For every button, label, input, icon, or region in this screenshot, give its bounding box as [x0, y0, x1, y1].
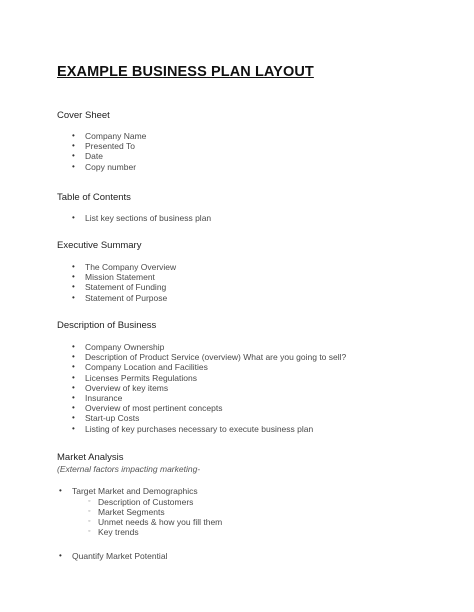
list-item: • Presented To	[72, 141, 135, 152]
list-item-label: Quantify Market Potential	[72, 550, 168, 561]
bullet-icon: •	[59, 550, 62, 560]
list-item: • Description of Product Service (overview) What are you going to sell?	[72, 352, 347, 363]
section-note: (External factors impacting marketing-	[57, 464, 201, 474]
list-item: • Copy number	[72, 161, 137, 172]
list-item: • Statement of Funding	[72, 282, 167, 293]
bullet-list	[57, 342, 457, 434]
section-description-of-business	[57, 320, 457, 434]
bullet-list	[57, 131, 457, 172]
section-cover-sheet	[57, 110, 457, 172]
bullet-icon: •	[72, 372, 75, 382]
list-item	[57, 486, 457, 497]
sub-list-item: ◦ Description of Customers	[88, 496, 194, 507]
list-item: • Listing of key purchases necessary to execute business plan	[72, 423, 314, 434]
bullet-icon: •	[72, 282, 75, 292]
sub-bullet-icon: ◦	[88, 527, 91, 535]
bullet-icon: •	[72, 393, 75, 403]
section-table-of-contents	[57, 192, 457, 223]
list-item: • Date	[72, 151, 103, 162]
list-item: • Start-up Costs	[72, 413, 140, 424]
bullet-list	[57, 213, 457, 223]
section-heading: Executive Summary	[57, 240, 142, 251]
bullet-icon: •	[72, 403, 75, 413]
bullet-icon: •	[72, 292, 75, 302]
list-item: • Company Name	[72, 131, 147, 141]
section-heading: Cover Sheet	[57, 110, 110, 121]
list-item: • Mission Statement	[72, 272, 155, 283]
sub-bullet-list	[57, 497, 457, 537]
page-title: EXAMPLE BUSINESS PLAN LAYOUT	[57, 64, 314, 80]
bullet-icon: •	[72, 262, 75, 271]
bullet-icon: •	[72, 352, 75, 362]
bullet-icon: •	[72, 362, 75, 372]
bullet-icon: •	[72, 213, 75, 222]
list-item: • List key sections of business plan	[72, 213, 212, 223]
sub-bullet-icon: ◦	[88, 497, 91, 505]
section-market-analysis	[57, 452, 457, 561]
sub-list-item: ◦ Unmet needs & how you fill them	[88, 516, 223, 527]
sub-list-item: ◦ Market Segments	[88, 506, 165, 517]
list-item: • Overview of key items	[72, 382, 169, 393]
bullet-icon: •	[59, 486, 62, 495]
section-heading: Table of Contents	[57, 192, 131, 203]
list-item: • Insurance	[72, 393, 123, 404]
sub-bullet-icon: ◦	[88, 507, 91, 515]
bullet-icon: •	[72, 342, 75, 351]
section-heading: Description of Business	[57, 320, 157, 331]
list-item-label: Target Market and Demographics	[72, 486, 198, 496]
bullet-icon: •	[72, 151, 75, 161]
list-item	[57, 551, 457, 562]
list-item: • Licenses Permits Regulations	[72, 372, 197, 383]
sub-list-item: ◦ Key trends	[88, 526, 139, 537]
bullet-icon: •	[72, 272, 75, 282]
sub-bullet-icon: ◦	[88, 517, 91, 525]
bullet-icon: •	[72, 413, 75, 423]
list-item: • Company Location and Facilities	[72, 362, 208, 373]
bullet-icon: •	[72, 423, 75, 433]
section-executive-summary	[57, 240, 457, 303]
bullet-icon: •	[72, 141, 75, 151]
bullet-icon: •	[72, 161, 75, 171]
bullet-list	[57, 262, 457, 303]
list-item: • Company Ownership	[72, 342, 165, 352]
bullet-icon: •	[72, 382, 75, 392]
list-item: • Statement of Purpose	[72, 292, 168, 303]
list-item: • The Company Overview	[72, 262, 177, 272]
list-item: • Overview of most pertinent concepts	[72, 403, 223, 414]
section-heading: Market Analysis	[57, 452, 124, 463]
bullet-icon: •	[72, 131, 75, 140]
